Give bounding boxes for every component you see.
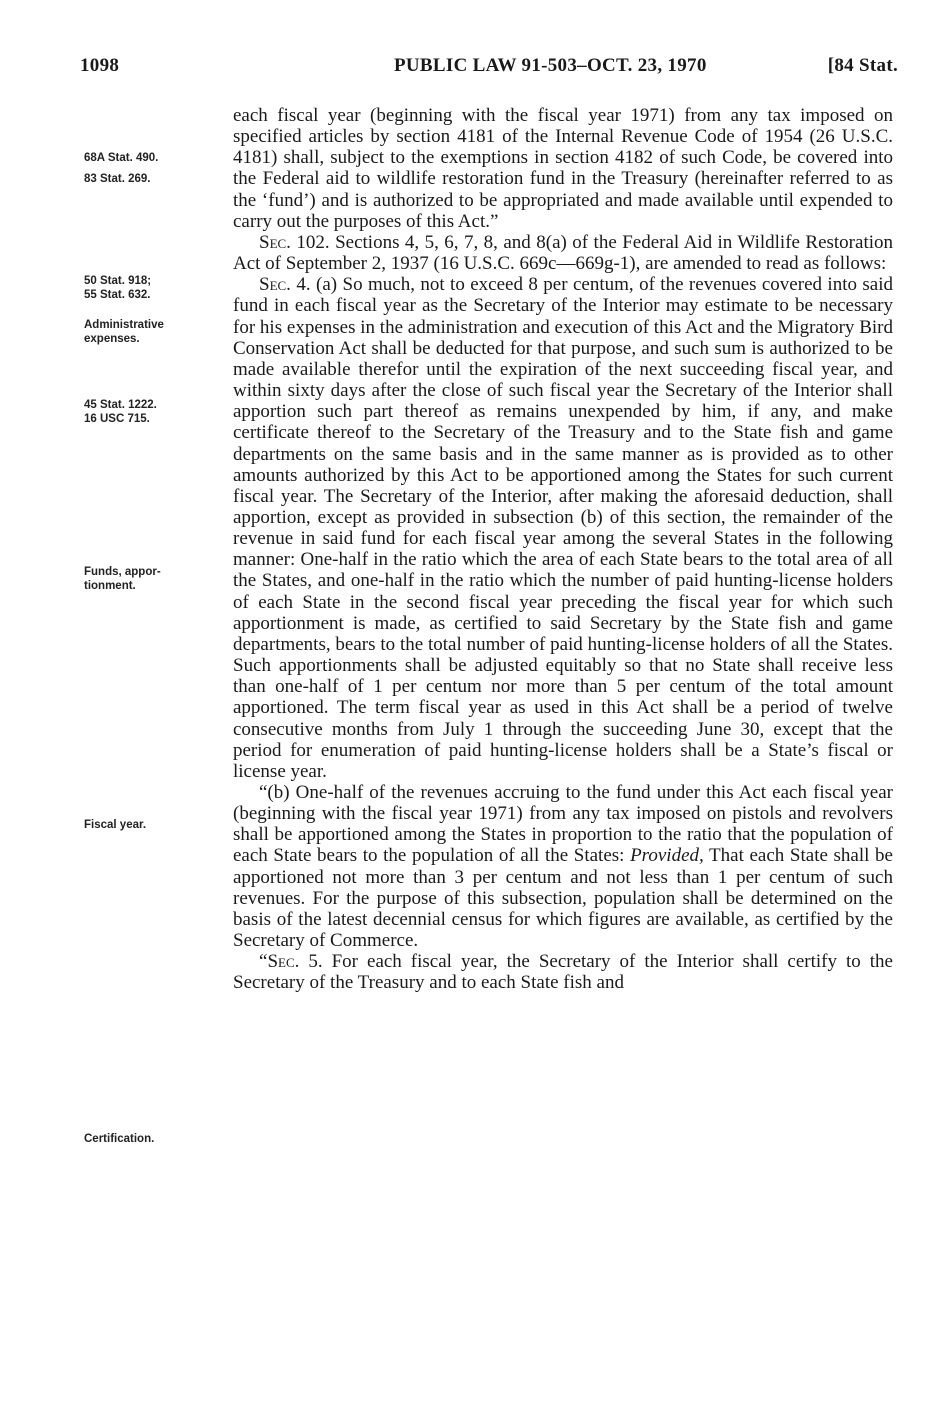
margin-note-83-stat: 83 Stat. 269. [84,173,151,185]
law-title: PUBLIC LAW 91-503–OCT. 23, 1970 [394,55,707,76]
paragraph-sec-4a: Sec. 4. (a) So much, not to exceed 8 per centum, of the revenues covered into said fund in each fiscal year as the Secretary of the Interior may estimate to be necessary for his expenses in the administration and execution of this Act and the Migratory Bird Conservation Act shall be deducted for that purpose, and such sum is authorized to be made available therefor until the expiration of the next succeeding fiscal year, and within sixty days after the close of such fiscal year the Secretary of the Interior shall apportion such part thereof as remains unexpended by him, if any, and make certificate thereof to the Secretary of the Treasury and to the State fish and game departments on the same basis and in the same manner as is provided as to other amounts authorized by this Act to be apportioned among the States for such current fiscal year. The Secretary of the Interior, after making the aforesaid deduction, shall apportion, except as provided in subsection (b) of this section, the remainder of the revenue in said fund for each fiscal year among the several States in the following manner: One-half in the ratio which the area of each State bears to the total area of all the States, and one-half in the ratio which the number of paid hunting-license holders of each State in the second fiscal year preceding the fiscal year for which such apportionment is made, as certified to said Secretary by the State fish and game departments, bears to the total number of paid hunting-license holders of all the States. Such apportionments shall be adjusted equitably so that no State shall receive less than one-half of 1 per centum nor more than 5 per centum of the total amount apportioned. The term fiscal year as used in this Act shall be a period of twelve consecutive months from July 1 through the succeeding June 30, except that the period for enumeration of paid hunting-license holders shall be a State’s fiscal or license year. [233,274,893,782]
margin-note-fiscal-year: Fiscal year. [84,819,147,831]
paragraph-sec-5: “Sec. 5. For each fiscal year, the Secretary of the Interior shall certify to the Secretary of the Treasury and to each State fish and [233,951,893,994]
sec-label: Sec. [267,951,300,973]
margin-note-50-55-stat: 50 Stat. 918; 55 Stat. 632. [84,275,152,301]
margin-note-administrative-expenses: Administrative expenses. [84,319,164,345]
margin-note-68a-stat: 68A Stat. 490. [84,152,159,164]
paragraph-sec-4b: “(b) One-half of the revenues accruing to the fund under this Act each fiscal year (beginning with the fiscal year 1971) from any tax imposed on pistols and revolvers shall be apportioned among the States in proportion to the ratio that the population of each State bears to the population of all the States: Provided, That each State shall be apportioned not more than 3 per centum and not less than 1 per centum of such revenues. For the purpose of this subsection, population shall be determined on the basis of the latest decennial census for which figures are available, as certified by the Secretary of Commerce. [233,782,893,952]
provided-term: Provided, [630,845,704,867]
statute-reference: [84 Stat. [827,55,898,76]
sec-label: Sec. [259,231,291,253]
margin-note-funds-apportionment: Funds, appor- tionment. [84,566,161,592]
statute-body [233,105,893,994]
sec-label: Sec. [259,274,291,296]
page-header [80,55,898,83]
paragraph-sec-102: Sec. 102. Sections 4, 5, 6, 7, 8, and 8(a) of the Federal Aid in Wildlife Restoration Act of September 2, 1937 (16 U.S.C. 669c—669g-1), are amended to read as follows: [233,231,893,275]
paragraph-fund-covered: each fiscal year (beginning with the fiscal year 1971) from any tax imposed on specified articles by section 4181 of the Internal Revenue Code of 1954 (26 U.S.C. 4181) shall, subject to the exemptions in section 4182 of such Code, be covered into the Federal aid to wildlife restoration fund in the Treasury (hereinafter referred to as the ‘fund’) and is authorized to be appropriated and made available until expended to carry out the purposes of this Act.” [233,105,893,232]
page-number: 1098 [80,55,120,76]
margin-note-45-stat: 45 Stat. 1222. 16 USC 715. [84,399,157,425]
margin-note-certification: Certification. [84,1133,155,1145]
